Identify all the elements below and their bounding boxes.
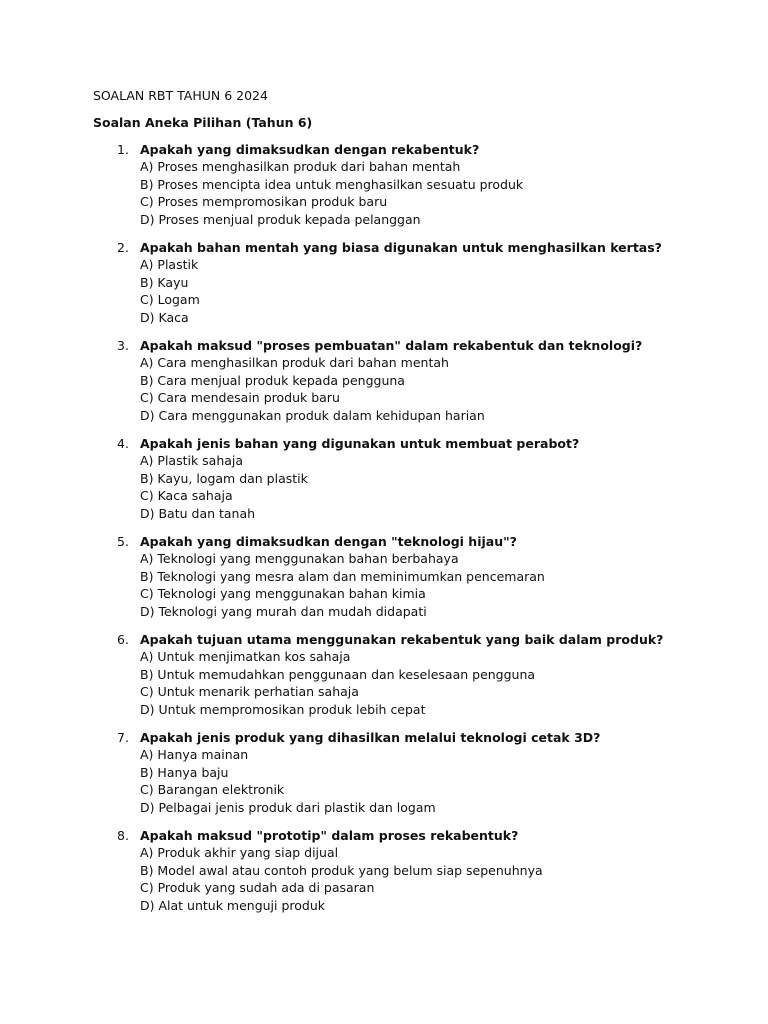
question-item xyxy=(0,827,768,925)
option-d: D) Untuk mempromosikan produk lebih cepat xyxy=(140,701,426,717)
option-b: B) Untuk memudahkan penggunaan dan keselesaan pengguna xyxy=(140,666,536,682)
option-c: C) Cara mendesain produk baru xyxy=(140,390,340,406)
question-text: Apakah jenis bahan yang digunakan untuk membuat perabot? xyxy=(140,436,580,451)
option-a: A) Plastik xyxy=(140,257,199,272)
option-list xyxy=(140,354,485,424)
question-text: Apakah yang dimaksudkan dengan "teknologi hijau"? xyxy=(140,534,517,549)
question-text: Apakah maksud "proses pembuatan" dalam rekabentuk dan teknologi? xyxy=(140,338,643,353)
option-list xyxy=(140,256,200,326)
option-a: A) Produk akhir yang siap dijual xyxy=(140,845,339,860)
option-b: B) Model awal atau contoh produk yang belum siap sepenuhnya xyxy=(140,862,543,878)
question-number: 2. xyxy=(117,240,129,255)
option-list xyxy=(140,550,545,620)
option-d: D) Kaca xyxy=(140,309,189,325)
option-b: B) Kayu, logam dan plastik xyxy=(140,470,308,486)
question-number: 6. xyxy=(117,632,129,647)
option-a: A) Plastik sahaja xyxy=(140,453,244,468)
question-text: Apakah jenis produk yang dihasilkan melalui teknologi cetak 3D? xyxy=(140,730,601,745)
option-a: A) Cara menghasilkan produk dari bahan mentah xyxy=(140,355,449,370)
option-d: D) Cara menggunakan produk dalam kehidupan harian xyxy=(140,407,485,423)
question-item xyxy=(0,141,768,239)
question-text: Apakah maksud "prototip" dalam proses rekabentuk? xyxy=(140,828,519,843)
question-item xyxy=(0,533,768,631)
option-a: A) Proses menghasilkan produk dari bahan mentah xyxy=(140,159,461,174)
question-item xyxy=(0,337,768,435)
option-c: C) Teknologi yang menggunakan bahan kimia xyxy=(140,586,426,602)
section-title: Soalan Aneka Pilihan (Tahun 6) xyxy=(93,115,313,130)
option-d: D) Pelbagai jenis produk dari plastik dan logam xyxy=(140,799,436,815)
option-b: B) Kayu xyxy=(140,274,189,290)
option-d: D) Batu dan tanah xyxy=(140,505,256,521)
question-list xyxy=(0,141,768,925)
question-item xyxy=(0,239,768,337)
question-item xyxy=(0,435,768,533)
option-a: A) Hanya mainan xyxy=(140,747,249,762)
option-list xyxy=(140,746,436,816)
option-b: B) Hanya baju xyxy=(140,764,229,780)
option-a: A) Teknologi yang menggunakan bahan berbahaya xyxy=(140,551,459,566)
option-c: C) Logam xyxy=(140,292,200,308)
question-number: 3. xyxy=(117,338,129,353)
option-d: D) Proses menjual produk kepada pelanggan xyxy=(140,211,421,227)
question-item xyxy=(0,631,768,729)
option-list xyxy=(140,844,543,914)
option-d: D) Alat untuk menguji produk xyxy=(140,897,326,913)
question-number: 8. xyxy=(117,828,129,843)
option-d: D) Teknologi yang murah dan mudah didapati xyxy=(140,603,427,619)
option-b: B) Cara menjual produk kepada pengguna xyxy=(140,372,405,388)
option-c: C) Proses mempromosikan produk baru xyxy=(140,194,388,210)
option-b: B) Proses mencipta idea untuk menghasilkan sesuatu produk xyxy=(140,176,524,192)
question-text: Apakah tujuan utama menggunakan rekabentuk yang baik dalam produk? xyxy=(140,632,664,647)
option-a: A) Untuk menjimatkan kos sahaja xyxy=(140,649,351,664)
question-number: 7. xyxy=(117,730,129,745)
option-list xyxy=(140,158,523,228)
question-number: 1. xyxy=(117,142,129,157)
option-list xyxy=(140,648,535,718)
question-text: Apakah yang dimaksudkan dengan rekabentuk? xyxy=(140,142,480,157)
question-number: 4. xyxy=(117,436,129,451)
option-c: C) Kaca sahaja xyxy=(140,488,233,504)
option-c: C) Produk yang sudah ada di pasaran xyxy=(140,880,375,896)
question-number: 5. xyxy=(117,534,129,549)
option-b: B) Teknologi yang mesra alam dan meminimumkan pencemaran xyxy=(140,568,545,584)
option-list xyxy=(140,452,308,522)
question-text: Apakah bahan mentah yang biasa digunakan untuk menghasilkan kertas? xyxy=(140,240,662,255)
question-item xyxy=(0,729,768,827)
option-c: C) Barangan elektronik xyxy=(140,782,285,798)
option-c: C) Untuk menarik perhatian sahaja xyxy=(140,684,359,700)
document-title: SOALAN RBT TAHUN 6 2024 xyxy=(93,88,268,103)
